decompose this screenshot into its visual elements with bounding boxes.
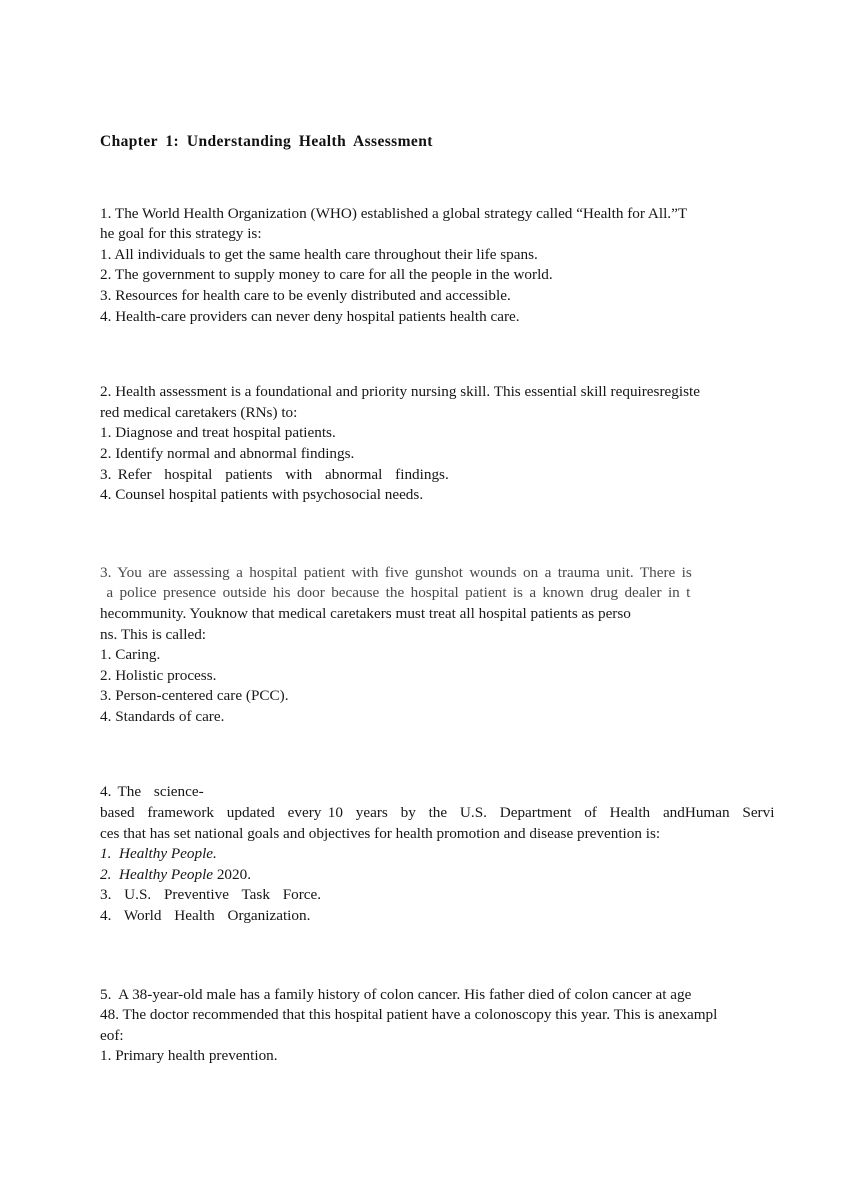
question-4-option-2[interactable]: [100, 865, 790, 886]
question-2-option-1[interactable]: 1. Diagnose and treat hospital patients.: [100, 424, 336, 442]
question-2-stem-line-1: 2. Health assessment is a foundational and priority nursing skill. This essential skill requiresregiste: [100, 383, 700, 401]
question-5-stem-line-2: 48. The doctor recommended that this hospital patient have a colonoscopy this year. This is anexampl: [100, 1006, 718, 1024]
question-3-option-1[interactable]: 1. Caring.: [100, 646, 161, 664]
question-3-stem-line-3: hecommunity. Youknow that medical caretakers must treat all hospital patients as perso: [100, 604, 631, 622]
question-4-option-2-title: 2. Healthy People: [100, 865, 217, 883]
question-2-option-4[interactable]: 4. Counsel hospital patients with psychosocial needs.: [100, 486, 424, 504]
question-4-option-4[interactable]: 4. World Health Organization.: [100, 907, 311, 925]
question-5-option-1[interactable]: 1. Primary health prevention.: [100, 1047, 278, 1065]
question-3-option-3[interactable]: 3. Person-centered care (PCC).: [100, 687, 289, 705]
question-3-option-4[interactable]: 4. Standards of care.: [100, 707, 225, 725]
question-2-option-3[interactable]: 3. Refer hospital patients with abnormal findings.: [100, 465, 449, 483]
page-title: Chapter 1: Understanding Health Assessment: [100, 133, 433, 150]
question-4-stem-line-2: based framework updated every 10 years by the U.S. Department of Health andHuman Servi: [100, 804, 775, 822]
question-block-2: [100, 382, 790, 506]
question-1-stem-line-1: 1. The World Health Organization (WHO) established a global strategy called “Health for All.”T: [100, 204, 688, 222]
question-1-option-2[interactable]: 2. The government to supply money to care for all the people in the world.: [100, 266, 553, 284]
page-content: [100, 133, 790, 1067]
question-1-option-4[interactable]: 4. Health-care providers can never deny hospital patients health care.: [100, 307, 520, 325]
question-5-stem-line-1: 5. A 38-year-old male has a family history of colon cancer. His father died of colon cancer at age: [100, 985, 692, 1003]
question-3-stem-line-2: a police presence outside his door because the hospital patient is a known drug dealer in t: [100, 584, 691, 602]
question-3-stem-line-1: 3. You are assessing a hospital patient with five gunshot wounds on a trauma unit. There is: [100, 563, 692, 581]
question-block-3: [100, 563, 790, 728]
question-4-option-1[interactable]: 1. Healthy People.: [100, 845, 217, 863]
question-1-stem-line-2: he goal for this strategy is:: [100, 225, 262, 243]
question-block-5: [100, 985, 790, 1067]
question-block-1: [100, 204, 790, 328]
question-1-option-1[interactable]: 1. All individuals to get the same health care throughout their life spans.: [100, 245, 538, 263]
question-3-option-2[interactable]: 2. Holistic process.: [100, 666, 217, 684]
question-2-stem-line-2: red medical caretakers (RNs) to:: [100, 403, 298, 421]
question-4-option-2-year: 2020.: [216, 865, 251, 883]
question-2-option-2[interactable]: 2. Identify normal and abnormal findings.: [100, 444, 355, 462]
question-4-option-3[interactable]: 3. U.S. Preventive Task Force.: [100, 886, 322, 904]
question-block-4: [100, 782, 790, 926]
question-4-stem-line-1: 4. The science-: [100, 783, 204, 801]
question-4-stem-line-3: ces that has set national goals and objectives for health promotion and disease prevention is:: [100, 824, 661, 842]
question-1-option-3[interactable]: 3. Resources for health care to be evenly distributed and accessible.: [100, 286, 511, 304]
question-3-stem-line-4: ns. This is called:: [100, 625, 207, 643]
question-5-stem-line-3: eof:: [100, 1026, 124, 1044]
